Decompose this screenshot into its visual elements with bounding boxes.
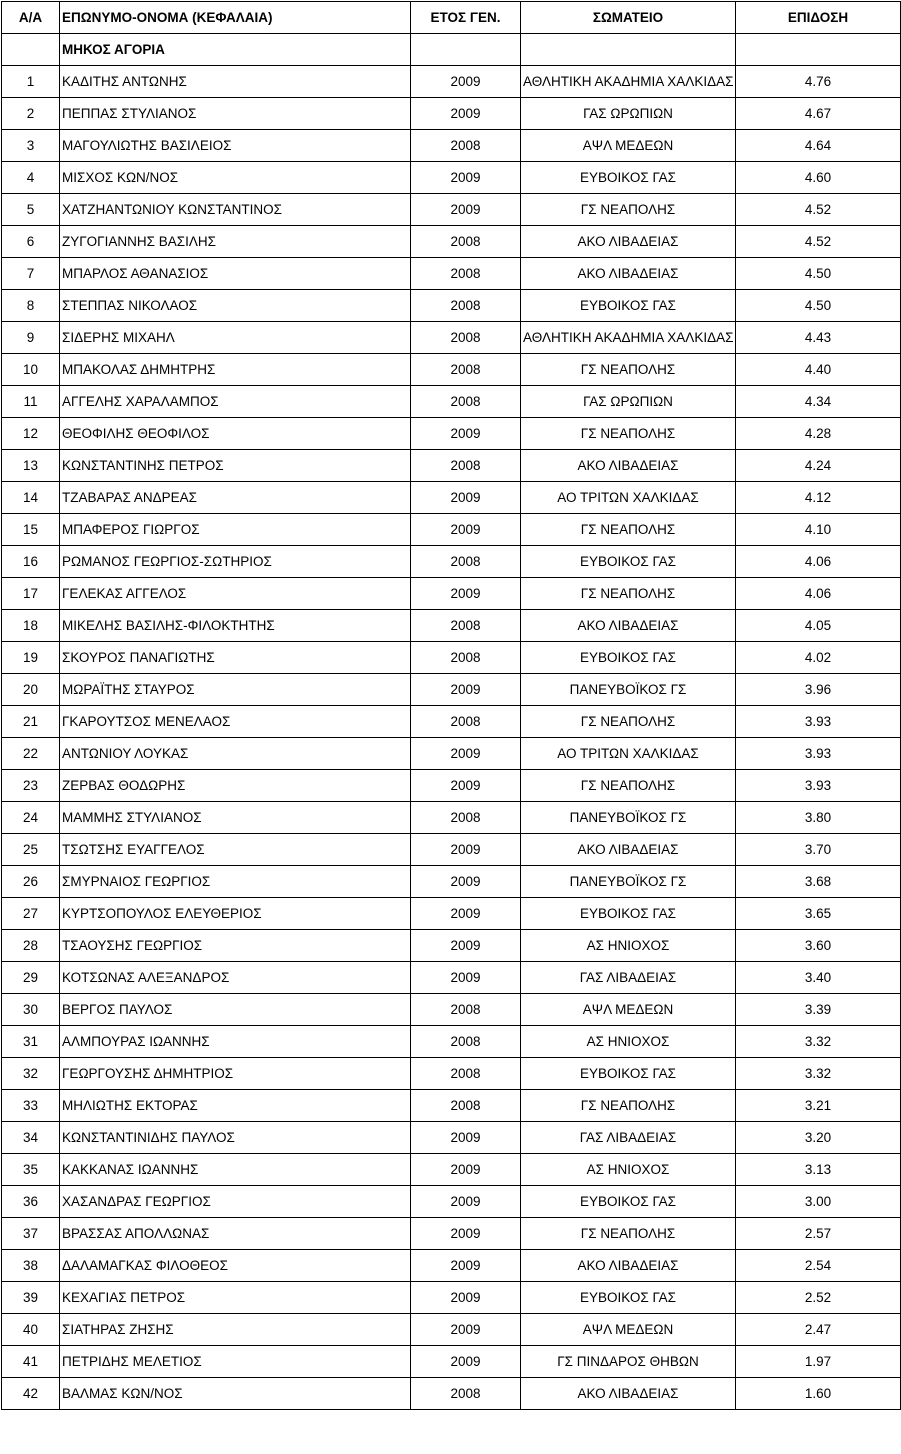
cell-year: 2009 (411, 930, 521, 962)
cell-name: ΓΕΩΡΓΟΥΣΗΣ ΔΗΜΗΤΡΙΟΣ (60, 1058, 411, 1090)
cell-aa: 28 (2, 930, 60, 962)
cell-club: ΓΑΣ ΩΡΩΠΙΩΝ (521, 98, 736, 130)
cell-name: ΧΑΤΖΗΑΝΤΩΝΙΟΥ ΚΩΝΣΤΑΝΤΙΝΟΣ (60, 194, 411, 226)
cell-year: 2009 (411, 162, 521, 194)
cell-performance: 3.96 (736, 674, 901, 706)
section-club-cell (521, 34, 736, 66)
cell-performance: 4.05 (736, 610, 901, 642)
cell-name: ΒΡΑΣΣΑΣ ΑΠΟΛΛΩΝΑΣ (60, 1218, 411, 1250)
cell-year: 2008 (411, 706, 521, 738)
cell-performance: 2.57 (736, 1218, 901, 1250)
section-year-cell (411, 34, 521, 66)
cell-aa: 27 (2, 898, 60, 930)
cell-club: ΑΚΟ ΛΙΒΑΔΕΙΑΣ (521, 1250, 736, 1282)
cell-performance: 2.52 (736, 1282, 901, 1314)
cell-name: ΤΣΑΟΥΣΗΣ ΓΕΩΡΓΙΟΣ (60, 930, 411, 962)
table-row (2, 706, 901, 738)
cell-performance: 3.68 (736, 866, 901, 898)
cell-year: 2008 (411, 802, 521, 834)
cell-aa: 12 (2, 418, 60, 450)
cell-performance: 3.21 (736, 1090, 901, 1122)
cell-club: ΓΣ ΝΕΑΠΟΛΗΣ (521, 514, 736, 546)
cell-performance: 4.52 (736, 194, 901, 226)
cell-year: 2009 (411, 98, 521, 130)
table-row (2, 1250, 901, 1282)
cell-name: ΚΕΧΑΓΙΑΣ ΠΕΤΡΟΣ (60, 1282, 411, 1314)
cell-aa: 6 (2, 226, 60, 258)
table-row (2, 802, 901, 834)
cell-name: ΤΣΩΤΣΗΣ ΕΥΑΓΓΕΛΟΣ (60, 834, 411, 866)
table-row (2, 130, 901, 162)
cell-aa: 40 (2, 1314, 60, 1346)
cell-performance: 3.32 (736, 1058, 901, 1090)
cell-performance: 3.13 (736, 1154, 901, 1186)
cell-performance: 4.67 (736, 98, 901, 130)
cell-performance: 4.50 (736, 290, 901, 322)
cell-performance: 4.40 (736, 354, 901, 386)
cell-aa: 15 (2, 514, 60, 546)
cell-club: ΕΥΒΟΙΚΟΣ ΓΑΣ (521, 898, 736, 930)
cell-performance: 1.60 (736, 1378, 901, 1410)
cell-aa: 22 (2, 738, 60, 770)
cell-performance: 3.65 (736, 898, 901, 930)
results-table (1, 1, 901, 1410)
header-row (2, 2, 901, 34)
cell-aa: 25 (2, 834, 60, 866)
table-row (2, 578, 901, 610)
cell-club: ΓΣ ΝΕΑΠΟΛΗΣ (521, 418, 736, 450)
cell-name: ΧΑΣΑΝΔΡΑΣ ΓΕΩΡΓΙΟΣ (60, 1186, 411, 1218)
cell-club: ΑΣ ΗΝΙΟΧΟΣ (521, 1026, 736, 1058)
cell-aa: 4 (2, 162, 60, 194)
table-row (2, 162, 901, 194)
table-row (2, 738, 901, 770)
cell-year: 2009 (411, 1314, 521, 1346)
cell-name: ΑΓΓΕΛΗΣ ΧΑΡΑΛΑΜΠΟΣ (60, 386, 411, 418)
cell-club: ΓΑΣ ΛΙΒΑΔΕΙΑΣ (521, 1122, 736, 1154)
cell-year: 2009 (411, 482, 521, 514)
cell-club: ΠΑΝΕΥΒΟΪΚΟΣ ΓΣ (521, 802, 736, 834)
header-name: ΕΠΩΝΥΜΟ-ΟΝΟΜΑ (ΚΕΦΑΛΑΙΑ) (60, 2, 411, 34)
cell-club: ΑΚΟ ΛΙΒΑΔΕΙΑΣ (521, 834, 736, 866)
table-row (2, 98, 901, 130)
cell-aa: 32 (2, 1058, 60, 1090)
header-performance: ΕΠΙΔΟΣΗ (736, 2, 901, 34)
cell-aa: 34 (2, 1122, 60, 1154)
cell-performance: 4.43 (736, 322, 901, 354)
cell-performance: 4.76 (736, 66, 901, 98)
table-row (2, 386, 901, 418)
cell-club: ΑΚΟ ΛΙΒΑΔΕΙΑΣ (521, 610, 736, 642)
cell-performance: 4.60 (736, 162, 901, 194)
cell-year: 2008 (411, 290, 521, 322)
cell-performance: 3.60 (736, 930, 901, 962)
table-row (2, 1218, 901, 1250)
cell-name: ΡΩΜΑΝΟΣ ΓΕΩΡΓΙΟΣ-ΣΩΤΗΡΙΟΣ (60, 546, 411, 578)
cell-club: ΑΟ ΤΡΙΤΩΝ ΧΑΛΚΙΔΑΣ (521, 482, 736, 514)
table-row (2, 962, 901, 994)
cell-performance: 3.39 (736, 994, 901, 1026)
cell-year: 2008 (411, 546, 521, 578)
section-title: ΜΗΚΟΣ ΑΓΟΡΙΑ (60, 34, 411, 66)
cell-club: ΑΟ ΤΡΙΤΩΝ ΧΑΛΚΙΔΑΣ (521, 738, 736, 770)
cell-year: 2008 (411, 1090, 521, 1122)
cell-performance: 4.64 (736, 130, 901, 162)
cell-club: ΠΑΝΕΥΒΟΪΚΟΣ ΓΣ (521, 674, 736, 706)
cell-name: ΣΚΟΥΡΟΣ ΠΑΝΑΓΙΩΤΗΣ (60, 642, 411, 674)
cell-aa: 20 (2, 674, 60, 706)
table-row (2, 546, 901, 578)
cell-club: ΕΥΒΟΙΚΟΣ ΓΑΣ (521, 1058, 736, 1090)
cell-name: ΜΠΑΡΛΟΣ ΑΘΑΝΑΣΙΟΣ (60, 258, 411, 290)
cell-year: 2009 (411, 578, 521, 610)
cell-aa: 21 (2, 706, 60, 738)
cell-year: 2009 (411, 866, 521, 898)
cell-name: ΜΙΚΕΛΗΣ ΒΑΣΙΛΗΣ-ΦΙΛΟΚΤΗΤΗΣ (60, 610, 411, 642)
cell-aa: 38 (2, 1250, 60, 1282)
cell-aa: 31 (2, 1026, 60, 1058)
table-row (2, 994, 901, 1026)
cell-name: ΖΥΓΟΓΙΑΝΝΗΣ ΒΑΣΙΛΗΣ (60, 226, 411, 258)
cell-club: ΓΣ ΝΕΑΠΟΛΗΣ (521, 706, 736, 738)
cell-club: ΓΣ ΝΕΑΠΟΛΗΣ (521, 194, 736, 226)
cell-performance: 4.50 (736, 258, 901, 290)
cell-name: ΣΙΔΕΡΗΣ ΜΙΧΑΗΛ (60, 322, 411, 354)
cell-club: ΑΨΛ ΜΕΔΕΩΝ (521, 1314, 736, 1346)
table-body (2, 34, 901, 1410)
cell-year: 2008 (411, 130, 521, 162)
cell-aa: 36 (2, 1186, 60, 1218)
cell-year: 2008 (411, 1058, 521, 1090)
cell-aa: 5 (2, 194, 60, 226)
cell-performance: 4.02 (736, 642, 901, 674)
cell-club: ΕΥΒΟΙΚΟΣ ΓΑΣ (521, 162, 736, 194)
cell-year: 2009 (411, 1154, 521, 1186)
cell-name: ΜΠΑΦΕΡΟΣ ΓΙΩΡΓΟΣ (60, 514, 411, 546)
cell-name: ΣΤΕΠΠΑΣ ΝΙΚΟΛΑΟΣ (60, 290, 411, 322)
cell-year: 2008 (411, 1026, 521, 1058)
cell-performance: 3.00 (736, 1186, 901, 1218)
cell-year: 2008 (411, 610, 521, 642)
cell-aa: 3 (2, 130, 60, 162)
cell-year: 2009 (411, 1122, 521, 1154)
table-row (2, 1186, 901, 1218)
cell-club: ΓΑΣ ΩΡΩΠΙΩΝ (521, 386, 736, 418)
cell-club: ΑΨΛ ΜΕΔΕΩΝ (521, 994, 736, 1026)
table-row (2, 866, 901, 898)
cell-performance: 3.93 (736, 738, 901, 770)
cell-performance: 4.06 (736, 578, 901, 610)
cell-club: ΠΑΝΕΥΒΟΪΚΟΣ ΓΣ (521, 866, 736, 898)
table-row (2, 514, 901, 546)
cell-aa: 30 (2, 994, 60, 1026)
cell-name: ΜΩΡΑΪΤΗΣ ΣΤΑΥΡΟΣ (60, 674, 411, 706)
cell-name: ΣΙΑΤΗΡΑΣ ΖΗΣΗΣ (60, 1314, 411, 1346)
cell-club: ΕΥΒΟΙΚΟΣ ΓΑΣ (521, 1186, 736, 1218)
cell-name: ΣΜΥΡΝΑΙΟΣ ΓΕΩΡΓΙΟΣ (60, 866, 411, 898)
cell-aa: 8 (2, 290, 60, 322)
cell-performance: 1.97 (736, 1346, 901, 1378)
cell-club: ΑΨΛ ΜΕΔΕΩΝ (521, 130, 736, 162)
table-row (2, 898, 901, 930)
cell-name: ΓΚΑΡΟΥΤΣΟΣ ΜΕΝΕΛΑΟΣ (60, 706, 411, 738)
cell-aa: 1 (2, 66, 60, 98)
cell-aa: 23 (2, 770, 60, 802)
cell-club: ΓΣ ΝΕΑΠΟΛΗΣ (521, 1218, 736, 1250)
table-row (2, 1346, 901, 1378)
cell-year: 2008 (411, 226, 521, 258)
cell-name: ΜΗΛΙΩΤΗΣ ΕΚΤΟΡΑΣ (60, 1090, 411, 1122)
cell-club: ΓΑΣ ΛΙΒΑΔΕΙΑΣ (521, 962, 736, 994)
cell-performance: 4.10 (736, 514, 901, 546)
cell-year: 2009 (411, 194, 521, 226)
cell-name: ΚΩΝΣΤΑΝΤΙΝΙΔΗΣ ΠΑΥΛΟΣ (60, 1122, 411, 1154)
cell-name: ΚΥΡΤΣΟΠΟΥΛΟΣ ΕΛΕΥΘΕΡΙΟΣ (60, 898, 411, 930)
cell-aa: 7 (2, 258, 60, 290)
cell-performance: 3.20 (736, 1122, 901, 1154)
cell-name: ΑΝΤΩΝΙΟΥ ΛΟΥΚΑΣ (60, 738, 411, 770)
cell-aa: 41 (2, 1346, 60, 1378)
cell-performance: 3.32 (736, 1026, 901, 1058)
cell-year: 2009 (411, 1250, 521, 1282)
cell-year: 2009 (411, 1282, 521, 1314)
cell-name: ΜΠΑΚΟΛΑΣ ΔΗΜΗΤΡΗΣ (60, 354, 411, 386)
cell-club: ΑΚΟ ΛΙΒΑΔΕΙΑΣ (521, 1378, 736, 1410)
cell-performance: 3.80 (736, 802, 901, 834)
cell-aa: 17 (2, 578, 60, 610)
cell-year: 2008 (411, 322, 521, 354)
cell-club: ΑΚΟ ΛΙΒΑΔΕΙΑΣ (521, 258, 736, 290)
cell-name: ΚΑΚΚΑΝΑΣ ΙΩΑΝΝΗΣ (60, 1154, 411, 1186)
cell-aa: 39 (2, 1282, 60, 1314)
cell-name: ΒΑΛΜΑΣ ΚΩΝ/ΝΟΣ (60, 1378, 411, 1410)
cell-name: ΔΑΛΑΜΑΓΚΑΣ ΦΙΛΟΘΕΟΣ (60, 1250, 411, 1282)
header-year: ΕΤΟΣ ΓΕΝ. (411, 2, 521, 34)
cell-club: ΕΥΒΟΙΚΟΣ ΓΑΣ (521, 1282, 736, 1314)
cell-performance: 3.93 (736, 706, 901, 738)
cell-year: 2009 (411, 834, 521, 866)
table-row (2, 226, 901, 258)
cell-club: ΕΥΒΟΙΚΟΣ ΓΑΣ (521, 642, 736, 674)
cell-club: ΑΚΟ ΛΙΒΑΔΕΙΑΣ (521, 450, 736, 482)
section-row (2, 34, 901, 66)
cell-aa: 2 (2, 98, 60, 130)
cell-year: 2009 (411, 418, 521, 450)
cell-club: ΓΣ ΝΕΑΠΟΛΗΣ (521, 1090, 736, 1122)
cell-year: 2009 (411, 66, 521, 98)
cell-club: ΑΘΛΗΤΙΚΗ ΑΚΑΔΗΜΙΑ ΧΑΛΚΙΔΑΣ (521, 322, 736, 354)
cell-year: 2009 (411, 674, 521, 706)
cell-year: 2008 (411, 386, 521, 418)
cell-club: ΑΘΛΗΤΙΚΗ ΑΚΑΔΗΜΙΑ ΧΑΛΚΙΔΑΣ (521, 66, 736, 98)
cell-club: ΕΥΒΟΙΚΟΣ ΓΑΣ (521, 290, 736, 322)
cell-aa: 16 (2, 546, 60, 578)
cell-aa: 18 (2, 610, 60, 642)
table-row (2, 834, 901, 866)
cell-year: 2008 (411, 450, 521, 482)
cell-club: ΕΥΒΟΙΚΟΣ ΓΑΣ (521, 546, 736, 578)
cell-name: ΚΩΝΣΤΑΝΤΙΝΗΣ ΠΕΤΡΟΣ (60, 450, 411, 482)
cell-performance: 4.06 (736, 546, 901, 578)
cell-name: ΚΑΔΙΤΗΣ ΑΝΤΩΝΗΣ (60, 66, 411, 98)
cell-club: ΑΚΟ ΛΙΒΑΔΕΙΑΣ (521, 226, 736, 258)
cell-aa: 29 (2, 962, 60, 994)
cell-aa: 19 (2, 642, 60, 674)
cell-name: ΓΕΛΕΚΑΣ ΑΓΓΕΛΟΣ (60, 578, 411, 610)
cell-aa: 26 (2, 866, 60, 898)
cell-year: 2009 (411, 1218, 521, 1250)
cell-name: ΘΕΟΦΙΛΗΣ ΘΕΟΦΙΛΟΣ (60, 418, 411, 450)
cell-year: 2008 (411, 642, 521, 674)
cell-year: 2008 (411, 1378, 521, 1410)
cell-year: 2008 (411, 258, 521, 290)
cell-aa: 24 (2, 802, 60, 834)
cell-year: 2009 (411, 1346, 521, 1378)
section-perf-cell (736, 34, 901, 66)
table-row (2, 450, 901, 482)
cell-aa: 14 (2, 482, 60, 514)
cell-name: ΜΙΣΧΟΣ ΚΩΝ/ΝΟΣ (60, 162, 411, 194)
table-row (2, 1314, 901, 1346)
cell-aa: 35 (2, 1154, 60, 1186)
cell-aa: 9 (2, 322, 60, 354)
cell-year: 2009 (411, 514, 521, 546)
cell-performance: 2.47 (736, 1314, 901, 1346)
cell-year: 2009 (411, 770, 521, 802)
cell-name: ΖΕΡΒΑΣ ΘΟΔΩΡΗΣ (60, 770, 411, 802)
cell-performance: 4.52 (736, 226, 901, 258)
cell-name: ΤΖΑΒΑΡΑΣ ΑΝΔΡΕΑΣ (60, 482, 411, 514)
header-club: ΣΩΜΑΤΕΙΟ (521, 2, 736, 34)
table-row (2, 1026, 901, 1058)
cell-aa: 11 (2, 386, 60, 418)
cell-club: ΓΣ ΝΕΑΠΟΛΗΣ (521, 354, 736, 386)
cell-club: ΓΣ ΠΙΝΔΑΡΟΣ ΘΗΒΩΝ (521, 1346, 736, 1378)
cell-name: ΑΛΜΠΟΥΡΑΣ ΙΩΑΝΝΗΣ (60, 1026, 411, 1058)
table-row (2, 290, 901, 322)
table-row (2, 1154, 901, 1186)
cell-club: ΑΣ ΗΝΙΟΧΟΣ (521, 1154, 736, 1186)
cell-name: ΠΕΤΡΙΔΗΣ ΜΕΛΕΤΙΟΣ (60, 1346, 411, 1378)
cell-aa: 13 (2, 450, 60, 482)
table-row (2, 354, 901, 386)
section-aa-cell (2, 34, 60, 66)
cell-performance: 3.70 (736, 834, 901, 866)
cell-name: ΚΟΤΣΩΝΑΣ ΑΛΕΞΑΝΔΡΟΣ (60, 962, 411, 994)
cell-year: 2009 (411, 898, 521, 930)
cell-year: 2008 (411, 354, 521, 386)
cell-club: ΓΣ ΝΕΑΠΟΛΗΣ (521, 770, 736, 802)
cell-club: ΑΣ ΗΝΙΟΧΟΣ (521, 930, 736, 962)
table-row (2, 770, 901, 802)
cell-aa: 42 (2, 1378, 60, 1410)
cell-performance: 3.93 (736, 770, 901, 802)
cell-year: 2009 (411, 738, 521, 770)
table-row (2, 610, 901, 642)
cell-club: ΓΣ ΝΕΑΠΟΛΗΣ (521, 578, 736, 610)
table-row (2, 66, 901, 98)
table-row (2, 1058, 901, 1090)
table-row (2, 418, 901, 450)
table-row (2, 930, 901, 962)
cell-performance: 4.24 (736, 450, 901, 482)
table-row (2, 642, 901, 674)
cell-year: 2009 (411, 1186, 521, 1218)
table-row (2, 258, 901, 290)
cell-name: ΜΑΜΜΗΣ ΣΤΥΛΙΑΝΟΣ (60, 802, 411, 834)
table-row (2, 674, 901, 706)
cell-name: ΜΑΓΟΥΛΙΩΤΗΣ ΒΑΣΙΛΕΙΟΣ (60, 130, 411, 162)
cell-year: 2008 (411, 994, 521, 1026)
cell-name: ΒΕΡΓΟΣ ΠΑΥΛΟΣ (60, 994, 411, 1026)
table-row (2, 1122, 901, 1154)
table-row (2, 1282, 901, 1314)
cell-aa: 37 (2, 1218, 60, 1250)
cell-name: ΠΕΠΠΑΣ ΣΤΥΛΙΑΝΟΣ (60, 98, 411, 130)
cell-performance: 4.34 (736, 386, 901, 418)
cell-performance: 2.54 (736, 1250, 901, 1282)
cell-aa: 10 (2, 354, 60, 386)
table-row (2, 482, 901, 514)
cell-year: 2009 (411, 962, 521, 994)
table-row (2, 322, 901, 354)
cell-performance: 4.28 (736, 418, 901, 450)
table-row (2, 1378, 901, 1410)
table-row (2, 1090, 901, 1122)
header-aa: Α/Α (2, 2, 60, 34)
table-row (2, 194, 901, 226)
cell-aa: 33 (2, 1090, 60, 1122)
cell-performance: 3.40 (736, 962, 901, 994)
cell-performance: 4.12 (736, 482, 901, 514)
